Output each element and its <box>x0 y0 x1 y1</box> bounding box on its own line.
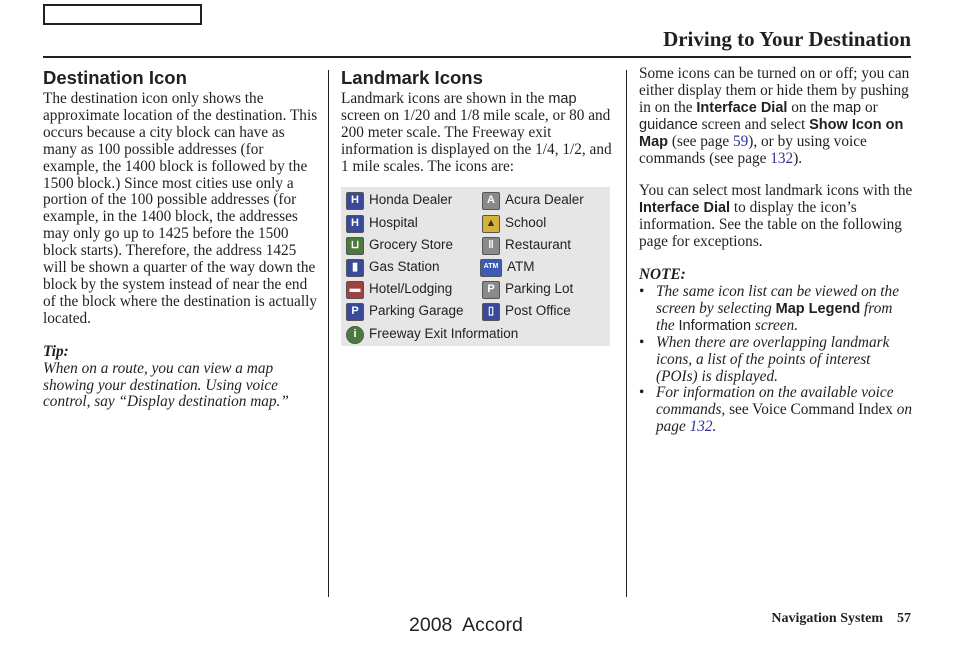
icon-row-post-office: ▯ Post Office <box>482 301 571 323</box>
footer-section-label: Navigation System <box>771 611 883 626</box>
note-item-voice-commands: • For information on the available voice commands, see Voice Command Index on page 132. <box>639 385 914 436</box>
middle-column <box>341 66 616 346</box>
note-item-overlapping: • When there are overlapping landmark icons, a list of the points of interest (POIs) is displayed. <box>639 335 914 386</box>
select-icon-paragraph: You can select most landmark icons with the Interface Dial to display the icon’s information. See the table on the following page for exceptions. <box>639 182 913 251</box>
icon-row-acura-dealer: A Acura Dealer <box>482 190 584 212</box>
parking-garage-icon: P <box>346 303 364 321</box>
page-number: 57 <box>897 611 911 626</box>
page-title: Driving to Your Destination <box>663 27 911 51</box>
icon-row-hotel-lodging: ▬ Hotel/Lodging <box>346 279 452 301</box>
icon-row-atm: ATM ATM <box>480 257 535 279</box>
right-column <box>639 66 914 436</box>
map-term: map <box>832 99 862 116</box>
note-item-map-legend: • The same icon list can be viewed on the screen by selecting Map Legend from the Information screen. <box>639 284 914 335</box>
destination-icon-body: The destination icon only shows the approximate location of the destination. This occurs because a city block can have as many as 100 possible addresses (for example, the 1400 block is followed by the 1500 block.) Since most cities use only a portion of the 100 possible addresses (for example, in the 1400 block, the addresses may only go up to 1425 before the 1500 block starts). Therefore, the address 1425 will be shown a quarter of the way down the block by the system instead of near the end of the block where the destination is actually located. <box>43 90 318 327</box>
icon-row-parking-garage: P Parking Garage <box>346 301 464 323</box>
guidance-term: guidance <box>639 116 698 133</box>
landmark-icons-heading: Landmark Icons <box>341 67 483 88</box>
title-rule <box>43 56 911 58</box>
grocery-store-icon: ⊔ <box>346 237 364 255</box>
header-tab-box <box>43 4 202 25</box>
icon-visibility-paragraph: Some icons can be turned on or off; you can either display them or hide them by pushing in on the Interface Dial on the map or guidance screen and select Show Icon on Map (see page 59), or by using voice commands (see page 132). <box>639 65 910 167</box>
tip-label: Tip: <box>43 342 69 360</box>
landmark-icon-table <box>341 187 610 346</box>
icon-row-honda-dealer: H Honda Dealer <box>346 190 452 212</box>
post-office-icon: ▯ <box>482 303 500 321</box>
column-divider-1 <box>328 70 329 597</box>
page-59-link[interactable]: 59 <box>732 132 749 150</box>
restaurant-icon: ‖ <box>482 237 500 255</box>
map-term: map <box>548 91 577 107</box>
map-legend-term: Map Legend <box>775 300 861 317</box>
footer-model: 2008 Accord <box>409 614 523 636</box>
interface-dial-term: Interface Dial <box>639 200 731 217</box>
acura-dealer-icon: A <box>482 192 500 210</box>
icon-row-freeway-exit-info: i Freeway Exit Information <box>346 324 518 346</box>
icon-row-parking-lot: P Parking Lot <box>482 279 573 301</box>
honda-dealer-icon: H <box>346 192 364 210</box>
tip-text: When on a route, you can view a map showing your destination. Using voice control, say “Display destination map.” <box>43 359 289 411</box>
icon-row-gas-station: ▮ Gas Station <box>346 257 440 279</box>
icon-row-hospital: H Hospital <box>346 213 418 235</box>
information-term: Information <box>678 317 752 334</box>
page-132-link[interactable]: 132 <box>770 149 794 167</box>
destination-icon-heading: Destination Icon <box>43 67 187 88</box>
note-list <box>639 284 914 436</box>
freeway-exit-info-icon: i <box>346 326 364 344</box>
atm-icon: ATM <box>480 259 502 277</box>
interface-dial-term: Interface Dial <box>696 99 788 116</box>
show-icon-on-map-term: Show Icon on Map <box>639 116 904 150</box>
note-label: NOTE: <box>639 266 686 284</box>
footer-section <box>771 611 911 627</box>
icon-row-restaurant: ‖ Restaurant <box>482 235 571 257</box>
hotel-lodging-icon: ▬ <box>346 281 364 299</box>
parking-lot-icon: P <box>482 281 500 299</box>
page-132-link[interactable]: 132 <box>689 418 713 436</box>
column-divider-2 <box>626 70 627 597</box>
school-icon: ▲ <box>482 215 500 233</box>
landmark-intro: Landmark icons are shown in the map screen on 1/20 and 1/8 mile scale, or 80 and 200 meter scale. The Freeway exit information is displayed on the 1/4, 1/2, and 1 mile scales. The icons are: <box>341 90 612 175</box>
left-column <box>43 66 318 411</box>
hospital-icon: H <box>346 215 364 233</box>
icon-row-school: ▲ School <box>482 213 546 235</box>
icon-row-grocery-store: ⊔ Grocery Store <box>346 235 453 257</box>
gas-station-icon: ▮ <box>346 259 364 277</box>
